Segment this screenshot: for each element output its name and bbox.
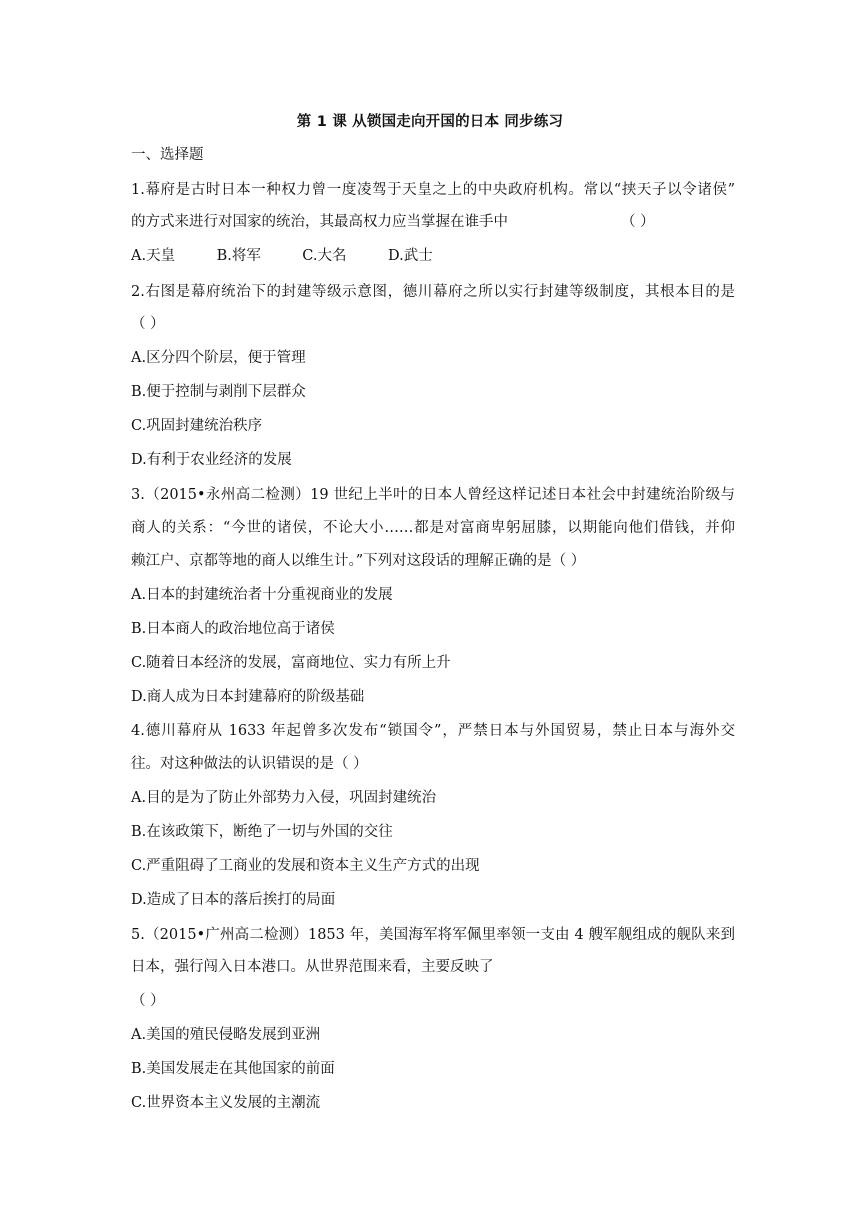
q5-option-b: B.美国发展走在其他国家的前面 bbox=[131, 1061, 335, 1077]
section-heading: 一、选择题 bbox=[131, 147, 204, 163]
q5-option-a: A.美国的殖民侵略发展到亚洲 bbox=[131, 1027, 321, 1043]
q2-answer-blank: （ ） bbox=[131, 316, 165, 332]
q3-option-a: A.日本的封建统治者十分重视商业的发展 bbox=[131, 587, 393, 603]
q4-option-b: B.在该政策下，断绝了一切与外国的交往 bbox=[131, 824, 393, 840]
q3-option-c: C.随着日本经济的发展，富商地位、实力有所上升 bbox=[131, 655, 451, 671]
q5-stem-line1: 5.（2015•广州高二检测）1853 年，美国海军将军佩里率领一支由 4 艘军舰组成的舰队来到 bbox=[131, 927, 735, 943]
q1-stem-line2: 的方式来进行对国家的统治，其最高权力应当掌握在谁手中 bbox=[131, 214, 508, 230]
q5-answer-blank: （ ） bbox=[131, 993, 165, 1009]
q2-option-a: A.区分四个阶层，便于管理 bbox=[131, 350, 306, 366]
q2-stem-line1: 2.右图是幕府统治下的封建等级示意图，德川幕府之所以实行封建等级制度，其根本目的是 bbox=[131, 284, 735, 300]
q3-option-d: D.商人成为日本封建幕府的阶级基础 bbox=[131, 689, 365, 705]
q1-options: A.天皇 B.将军 C.大名 D.武士 bbox=[131, 248, 433, 264]
q4-stem-line1: 4.德川幕府从 1633 年起曾多次发布“锁国令”，严禁日本与外国贸易，禁止日本与海外交 bbox=[131, 723, 735, 739]
q4-option-d: D.造成了日本的落后挨打的局面 bbox=[131, 892, 336, 908]
q5-stem-line2: 日本，强行闯入日本港口。从世界范围来看，主要反映了 bbox=[131, 959, 494, 975]
q3-stem-line2: 商人的关系：“今世的诸侯，不论大小……都是对富商卑躬屈膝，以期能向他们借钱，并仰 bbox=[131, 520, 735, 536]
q5-option-c: C.世界资本主义发展的主潮流 bbox=[131, 1095, 321, 1111]
q2-option-d: D.有利于农业经济的发展 bbox=[131, 452, 292, 468]
q1-stem-line1: 1.幕府是古时日本一种权力曾一度凌驾于天皇之上的中央政府机构。常以“挟天子以令诸侯” bbox=[131, 182, 735, 198]
lesson-title: 第 1 课 从锁国走向开国的日本 同步练习 bbox=[296, 114, 564, 130]
q3-option-b: B.日本商人的政治地位高于诸侯 bbox=[131, 621, 335, 637]
q2-option-c: C.巩固封建统治秩序 bbox=[131, 418, 263, 434]
q4-option-c: C.严重阻碍了工商业的发展和资本主义生产方式的出现 bbox=[131, 858, 480, 874]
q3-stem-line1: 3.（2015•永州高二检测）19 世纪上半叶的日本人曾经这样记述日本社会中封建统治阶级与 bbox=[131, 487, 735, 503]
q3-stem-line3: 赖江户、京都等地的商人以维生计。”下列对这段话的理解正确的是（ ） bbox=[131, 553, 586, 569]
q2-option-b: B.便于控制与剥削下层群众 bbox=[131, 384, 306, 400]
q1-answer-blank: （ ） bbox=[621, 214, 655, 230]
q4-stem-line2: 往。对这种做法的认识错误的是（ ） bbox=[131, 756, 368, 772]
q4-option-a: A.目的是为了防止外部势力入侵，巩固封建统治 bbox=[131, 790, 437, 806]
